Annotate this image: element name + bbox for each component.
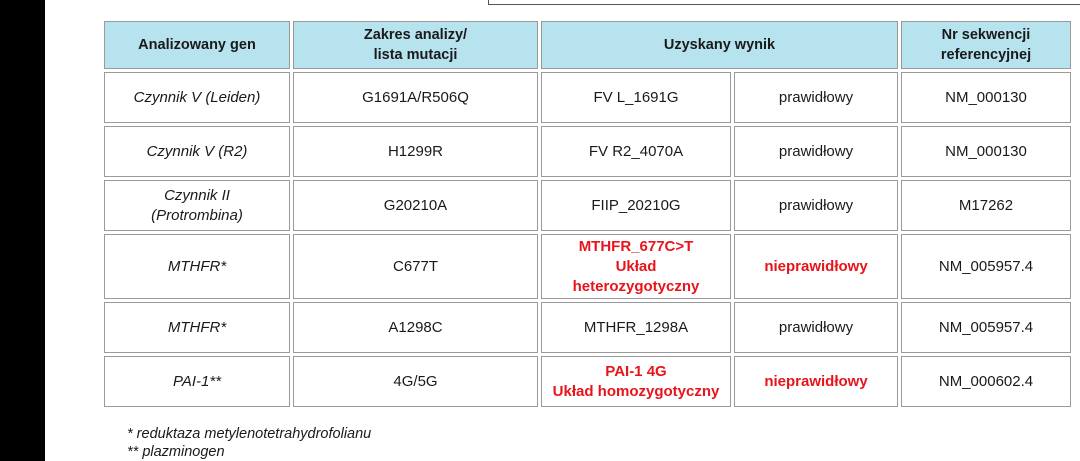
gene-cell: MTHFR* bbox=[104, 302, 290, 353]
scope-cell: H1299R bbox=[293, 126, 538, 177]
result-line3: heterozygotyczny bbox=[572, 277, 700, 295]
scope-cell: A1298C bbox=[293, 302, 538, 353]
footnote-pai: ** plazminogen bbox=[127, 444, 225, 460]
footnote-mthfr: * reduktaza metylenotetrahydrofolianu bbox=[127, 426, 372, 442]
result-status-cell: prawidłowy bbox=[734, 180, 898, 231]
reference-cell: NM_000130 bbox=[901, 126, 1071, 177]
header-scope bbox=[293, 21, 538, 69]
top-input-box-fragment bbox=[488, 0, 1080, 5]
gene-line2: (Protrombina) bbox=[151, 206, 243, 224]
result-code-cell: MTHFR_1298A bbox=[541, 302, 731, 353]
table-row bbox=[104, 302, 1071, 353]
result-line2: Układ bbox=[615, 257, 657, 275]
header-reference bbox=[901, 21, 1071, 69]
table-row bbox=[104, 356, 1071, 407]
reference-cell: M17262 bbox=[901, 180, 1071, 231]
table-row bbox=[104, 72, 1071, 123]
scope-cell: 4G/5G bbox=[293, 356, 538, 407]
table-row bbox=[104, 126, 1071, 177]
reference-cell: NM_005957.4 bbox=[901, 234, 1071, 299]
scope-cell: C677T bbox=[293, 234, 538, 299]
gene-cell: Czynnik V (Leiden) bbox=[104, 72, 290, 123]
gene-cell: Czynnik V (R2) bbox=[104, 126, 290, 177]
header-row bbox=[104, 21, 1071, 69]
result-status-cell: nieprawidłowy bbox=[734, 356, 898, 407]
result-code-cell bbox=[541, 356, 731, 407]
header-result: Uzyskany wynik bbox=[541, 21, 898, 69]
header-reference-line1: Nr sekwencji bbox=[941, 27, 1031, 43]
header-gene: Analizowany gen bbox=[104, 21, 290, 69]
result-status-cell: prawidłowy bbox=[734, 302, 898, 353]
result-line2: Układ homozygotyczny bbox=[552, 382, 720, 400]
scope-cell: G1691A/R506Q bbox=[293, 72, 538, 123]
gene-cell: MTHFR* bbox=[104, 234, 290, 299]
gene-cell: PAI-1** bbox=[104, 356, 290, 407]
result-code-cell bbox=[541, 234, 731, 299]
table-row bbox=[104, 180, 1071, 231]
result-status-cell: prawidłowy bbox=[734, 72, 898, 123]
result-code-cell: FIIP_20210G bbox=[541, 180, 731, 231]
reference-cell: NM_000602.4 bbox=[901, 356, 1071, 407]
scope-cell: G20210A bbox=[293, 180, 538, 231]
gene-cell bbox=[104, 180, 290, 231]
result-line1: PAI-1 4G bbox=[605, 362, 667, 380]
result-status-cell: nieprawidłowy bbox=[734, 234, 898, 299]
reference-cell: NM_005957.4 bbox=[901, 302, 1071, 353]
header-scope-line1: Zakres analizy/ bbox=[363, 27, 468, 43]
header-reference-line2: referencyjnej bbox=[940, 47, 1032, 63]
result-status-cell: prawidłowy bbox=[734, 126, 898, 177]
result-line1: MTHFR_677C>T bbox=[578, 237, 694, 255]
reference-cell: NM_000130 bbox=[901, 72, 1071, 123]
results-table bbox=[101, 18, 1074, 410]
gene-line1: Czynnik II bbox=[164, 186, 230, 204]
result-code-cell: FV R2_4070A bbox=[541, 126, 731, 177]
table-row bbox=[104, 234, 1071, 299]
left-black-bar bbox=[0, 0, 45, 461]
footnotes bbox=[127, 425, 371, 461]
result-code-cell: FV L_1691G bbox=[541, 72, 731, 123]
header-scope-line2: lista mutacji bbox=[373, 47, 458, 63]
